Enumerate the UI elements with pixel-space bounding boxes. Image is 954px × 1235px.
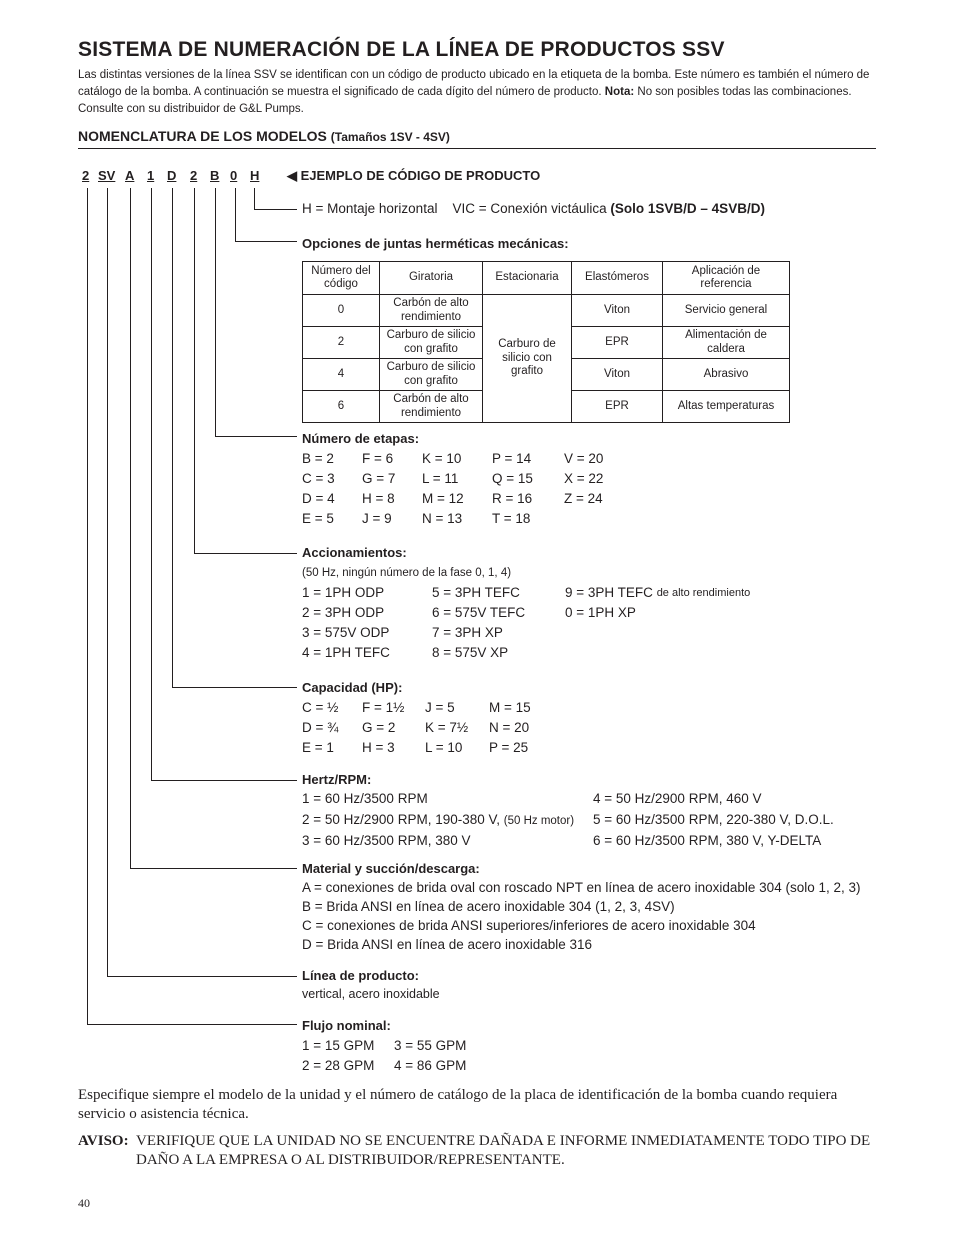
drive-value: 7 = 3PH XP (432, 625, 503, 640)
col-header-stationary: Estacionaria (483, 262, 572, 295)
cell-elastomer: Viton (572, 359, 663, 391)
capacity-section (302, 678, 531, 758)
intro-text-2: No son posibles todas las combinaciones. Consulte con su distribuidor de G&L Pumps. (78, 86, 852, 115)
hertz-row (302, 831, 834, 852)
flow-value: 2 = 28 GPM (302, 1058, 375, 1073)
code-char-hertz: 1 (147, 168, 155, 183)
leader-hline-material (130, 868, 297, 869)
leader-vline-drive (194, 188, 195, 553)
capacity-value: L = 10 (425, 740, 463, 755)
cell-code: 2 (303, 327, 380, 359)
stage-value: G = 7 (362, 471, 396, 486)
flow-row (302, 1056, 466, 1076)
flow-value: 3 = 55 GPM (394, 1038, 467, 1053)
stages-row (302, 489, 603, 509)
capacity-value: E = 1 (302, 740, 334, 755)
cell-elastomer: EPR (572, 327, 663, 359)
intro-text-1: Las distintas versiones de la línea SSV se identifican con un código de producto ubicado en la etiqueta de la bomba. Este número es también el número de catálogo de la bomba. A continuación se muestra el significado de cada dígito del número de producto. (78, 69, 870, 98)
material-option: A = conexiones de brida oval con roscado NPT en línea de acero inoxidable 304 (solo 1, 2, 3) (302, 880, 861, 895)
leader-vline-mounting (254, 188, 255, 209)
leader-vline-capacity (172, 188, 173, 687)
capacity-row (302, 718, 531, 738)
cell-elastomer: EPR (572, 391, 663, 423)
cell-code: 6 (303, 391, 380, 423)
mounting-text: H = Montaje horizontal VIC = Conexión victáulica (302, 201, 611, 216)
col-header-code: Número del código (303, 262, 380, 295)
drives-note: (50 Hz, ningún número de la fase 0, 1, 4) (302, 567, 512, 579)
cell-application: Alimentación de caldera (663, 327, 790, 359)
capacity-row (302, 698, 531, 718)
capacity-value: J = 5 (425, 700, 455, 715)
seal-options-table (302, 261, 790, 423)
drive-value: 3 = 575V ODP (302, 625, 390, 640)
leader-hline-mounting (254, 209, 297, 210)
material-option: C = conexiones de brida ANSI superiores/inferiores de acero inoxidable 304 (302, 918, 756, 933)
stage-value: Z = 24 (564, 491, 603, 506)
stage-value: C = 3 (302, 471, 335, 486)
warning-label: AVISO: (78, 1133, 129, 1149)
stages-section (302, 429, 603, 529)
drive-value: 5 = 3PH TEFC (432, 585, 520, 600)
flow-value: 4 = 86 GPM (394, 1058, 467, 1073)
code-char-seal: 0 (230, 168, 238, 183)
stage-value: K = 10 (422, 451, 462, 466)
capacity-value: M = 15 (489, 700, 531, 715)
flow-value: 1 = 15 GPM (302, 1038, 375, 1053)
hertz-value: 1 = 60 Hz/3500 RPM (302, 791, 428, 806)
stage-value: B = 2 (302, 451, 334, 466)
col-header-elastomer: Elastómeros (572, 262, 663, 295)
leader-vline-hertz (151, 188, 152, 780)
drive-value: 2 = 3PH ODP (302, 605, 385, 620)
drives-row (302, 623, 750, 643)
cell-code: 4 (303, 359, 380, 391)
cell-application: Abrasivo (663, 359, 790, 391)
hertz-value-note: (50 Hz motor) (503, 815, 575, 827)
example-label: ◀ EJEMPLO DE CÓDIGO DE PRODUCTO (287, 168, 541, 183)
capacity-value: G = 2 (362, 720, 396, 735)
code-char-drive: 2 (190, 168, 198, 183)
nomenclature-subtitle: (Tamaños 1SV - 4SV) (330, 130, 450, 144)
material-section (302, 859, 860, 954)
mounting-section (302, 199, 765, 219)
stage-value: N = 13 (422, 511, 463, 526)
drive-value-note: de alto rendimiento (656, 587, 751, 599)
cell-application: Servicio general (663, 295, 790, 327)
stage-value: J = 9 (362, 511, 392, 526)
drives-row (302, 603, 750, 623)
code-char-flow: 2 (82, 168, 90, 183)
stage-value: L = 11 (422, 471, 459, 486)
hertz-value: 4 = 50 Hz/2900 RPM, 460 V (593, 791, 762, 806)
leader-hline-line (107, 976, 297, 977)
warning-text: VERIFIQUE QUE LA UNIDAD NO SE ENCUENTRE DAÑADA E INFORME INMEDIATAMENTE TODO TIPO DE DAÑO A LA EMPRESA O AL DISTRIBUIDOR/REPRESENTANTE. (136, 1133, 871, 1168)
stage-value: H = 8 (362, 491, 395, 506)
flow-row (302, 1036, 466, 1056)
leader-hline-stages (215, 436, 297, 437)
drive-value: 0 = 1PH XP (565, 605, 636, 620)
seal-section-heading (302, 234, 569, 254)
nomenclature-title: NOMENCLATURA DE LOS MODELOS (78, 128, 327, 144)
capacity-heading: Capacidad (HP): (302, 680, 403, 695)
code-char-line: SV (98, 168, 116, 183)
cell-stationary: Carburo de silicio con grafito (483, 295, 572, 423)
product-line-section (302, 967, 440, 1003)
leader-vline-material (130, 188, 131, 868)
intro-paragraph (78, 67, 878, 118)
table-header-row (303, 262, 790, 295)
stage-value: F = 6 (362, 451, 394, 466)
hertz-value: 5 = 60 Hz/3500 RPM, 220-380 V, D.O.L. (593, 812, 834, 827)
hertz-section (302, 770, 834, 852)
capacity-value: H = 3 (362, 740, 395, 755)
stage-value: E = 5 (302, 511, 334, 526)
stages-row (302, 469, 603, 489)
drives-row (302, 643, 750, 663)
leader-hline-flow (87, 1024, 297, 1025)
seal-heading: Opciones de juntas herméticas mecánicas: (302, 236, 569, 251)
hertz-value: 2 = 50 Hz/2900 RPM, 190-380 V, (302, 812, 504, 827)
drive-value: 6 = 575V TEFC (432, 605, 526, 620)
leader-hline-capacity (172, 687, 297, 688)
drive-value: 4 = 1PH TEFC (302, 645, 390, 660)
leader-vline-line (107, 188, 108, 976)
leader-hline-seal (235, 241, 297, 242)
cell-application: Altas temperaturas (663, 391, 790, 423)
flow-section (302, 1016, 466, 1076)
col-header-application: Aplicación de referencia (663, 262, 790, 295)
leader-vline-seal (235, 188, 236, 241)
drives-row (302, 583, 750, 603)
stage-value: X = 22 (564, 471, 604, 486)
capacity-value: D = ¾ (302, 720, 339, 735)
capacity-value: F = 1½ (362, 700, 405, 715)
code-char-capacity: D (167, 168, 177, 183)
capacity-value: K = 7½ (425, 720, 469, 735)
product-line-heading: Línea de producto: (302, 968, 419, 983)
nota-label: Nota: (604, 86, 635, 98)
stage-value: M = 12 (422, 491, 464, 506)
service-note: Especifique siempre el modelo de la unidad y el número de catálogo de la placa de identificación de la bomba cuando requiera servicio o asistencia técnica. (78, 1087, 838, 1122)
hertz-value: 6 = 60 Hz/3500 RPM, 380 V, Y-DELTA (593, 833, 822, 848)
material-option: B = Brida ANSI en línea de acero inoxidable 304 (1, 2, 3, 4SV) (302, 899, 675, 914)
stage-value: V = 20 (564, 451, 604, 466)
section-rule (78, 148, 876, 149)
drive-value: 8 = 575V XP (432, 645, 509, 660)
drives-section (302, 543, 750, 663)
page-title: SISTEMA DE NUMERACIÓN DE LA LÍNEA DE PRODUCTOS SSV (78, 38, 725, 61)
stages-row (302, 509, 603, 529)
col-header-rotating: Giratoria (380, 262, 483, 295)
leader-vline-stages (215, 188, 216, 436)
flow-heading: Flujo nominal: (302, 1018, 391, 1033)
capacity-row (302, 738, 531, 758)
stages-row (302, 449, 603, 469)
page-number: 40 (78, 1196, 90, 1210)
leader-hline-drive (194, 553, 297, 554)
stages-heading: Número de etapas: (302, 431, 420, 446)
cell-code: 0 (303, 295, 380, 327)
leader-vline-flow (87, 188, 88, 1024)
drive-value: 1 = 1PH ODP (302, 585, 385, 600)
capacity-value: P = 25 (489, 740, 529, 755)
drive-value: 9 = 3PH TEFC (565, 585, 653, 600)
cell-rotating: Carbón de alto rendimiento (380, 295, 483, 327)
leader-hline-hertz (151, 780, 297, 781)
cell-elastomer: Viton (572, 295, 663, 327)
code-char-mounting: H (250, 168, 260, 183)
stage-value: Q = 15 (492, 471, 533, 486)
mounting-bold-note: (Solo 1SVB/D – 4SVB/D) (610, 201, 765, 216)
cell-rotating: Carburo de silicio con grafito (380, 327, 483, 359)
hertz-value: 3 = 60 Hz/3500 RPM, 380 V (302, 833, 471, 848)
cell-rotating: Carburo de silicio con grafito (380, 359, 483, 391)
capacity-value: C = ½ (302, 700, 339, 715)
nomenclature-heading (78, 128, 450, 144)
stage-value: P = 14 (492, 451, 532, 466)
material-heading: Material y succión/descarga: (302, 861, 480, 876)
stage-value: R = 16 (492, 491, 533, 506)
drives-heading: Accionamientos: (302, 545, 407, 560)
table-row (303, 295, 790, 327)
cell-rotating: Carbón de alto rendimiento (380, 391, 483, 423)
stage-value: D = 4 (302, 491, 335, 506)
hertz-heading: Hertz/RPM: (302, 772, 372, 787)
hertz-row (302, 810, 834, 831)
hertz-row (302, 789, 834, 810)
stage-value: T = 18 (492, 511, 531, 526)
code-char-material: A (125, 168, 135, 183)
capacity-value: N = 20 (489, 720, 530, 735)
material-option: D = Brida ANSI en línea de acero inoxidable 316 (302, 937, 593, 952)
code-char-stages: B (210, 168, 220, 183)
product-line-text: vertical, acero inoxidable (302, 987, 440, 1001)
